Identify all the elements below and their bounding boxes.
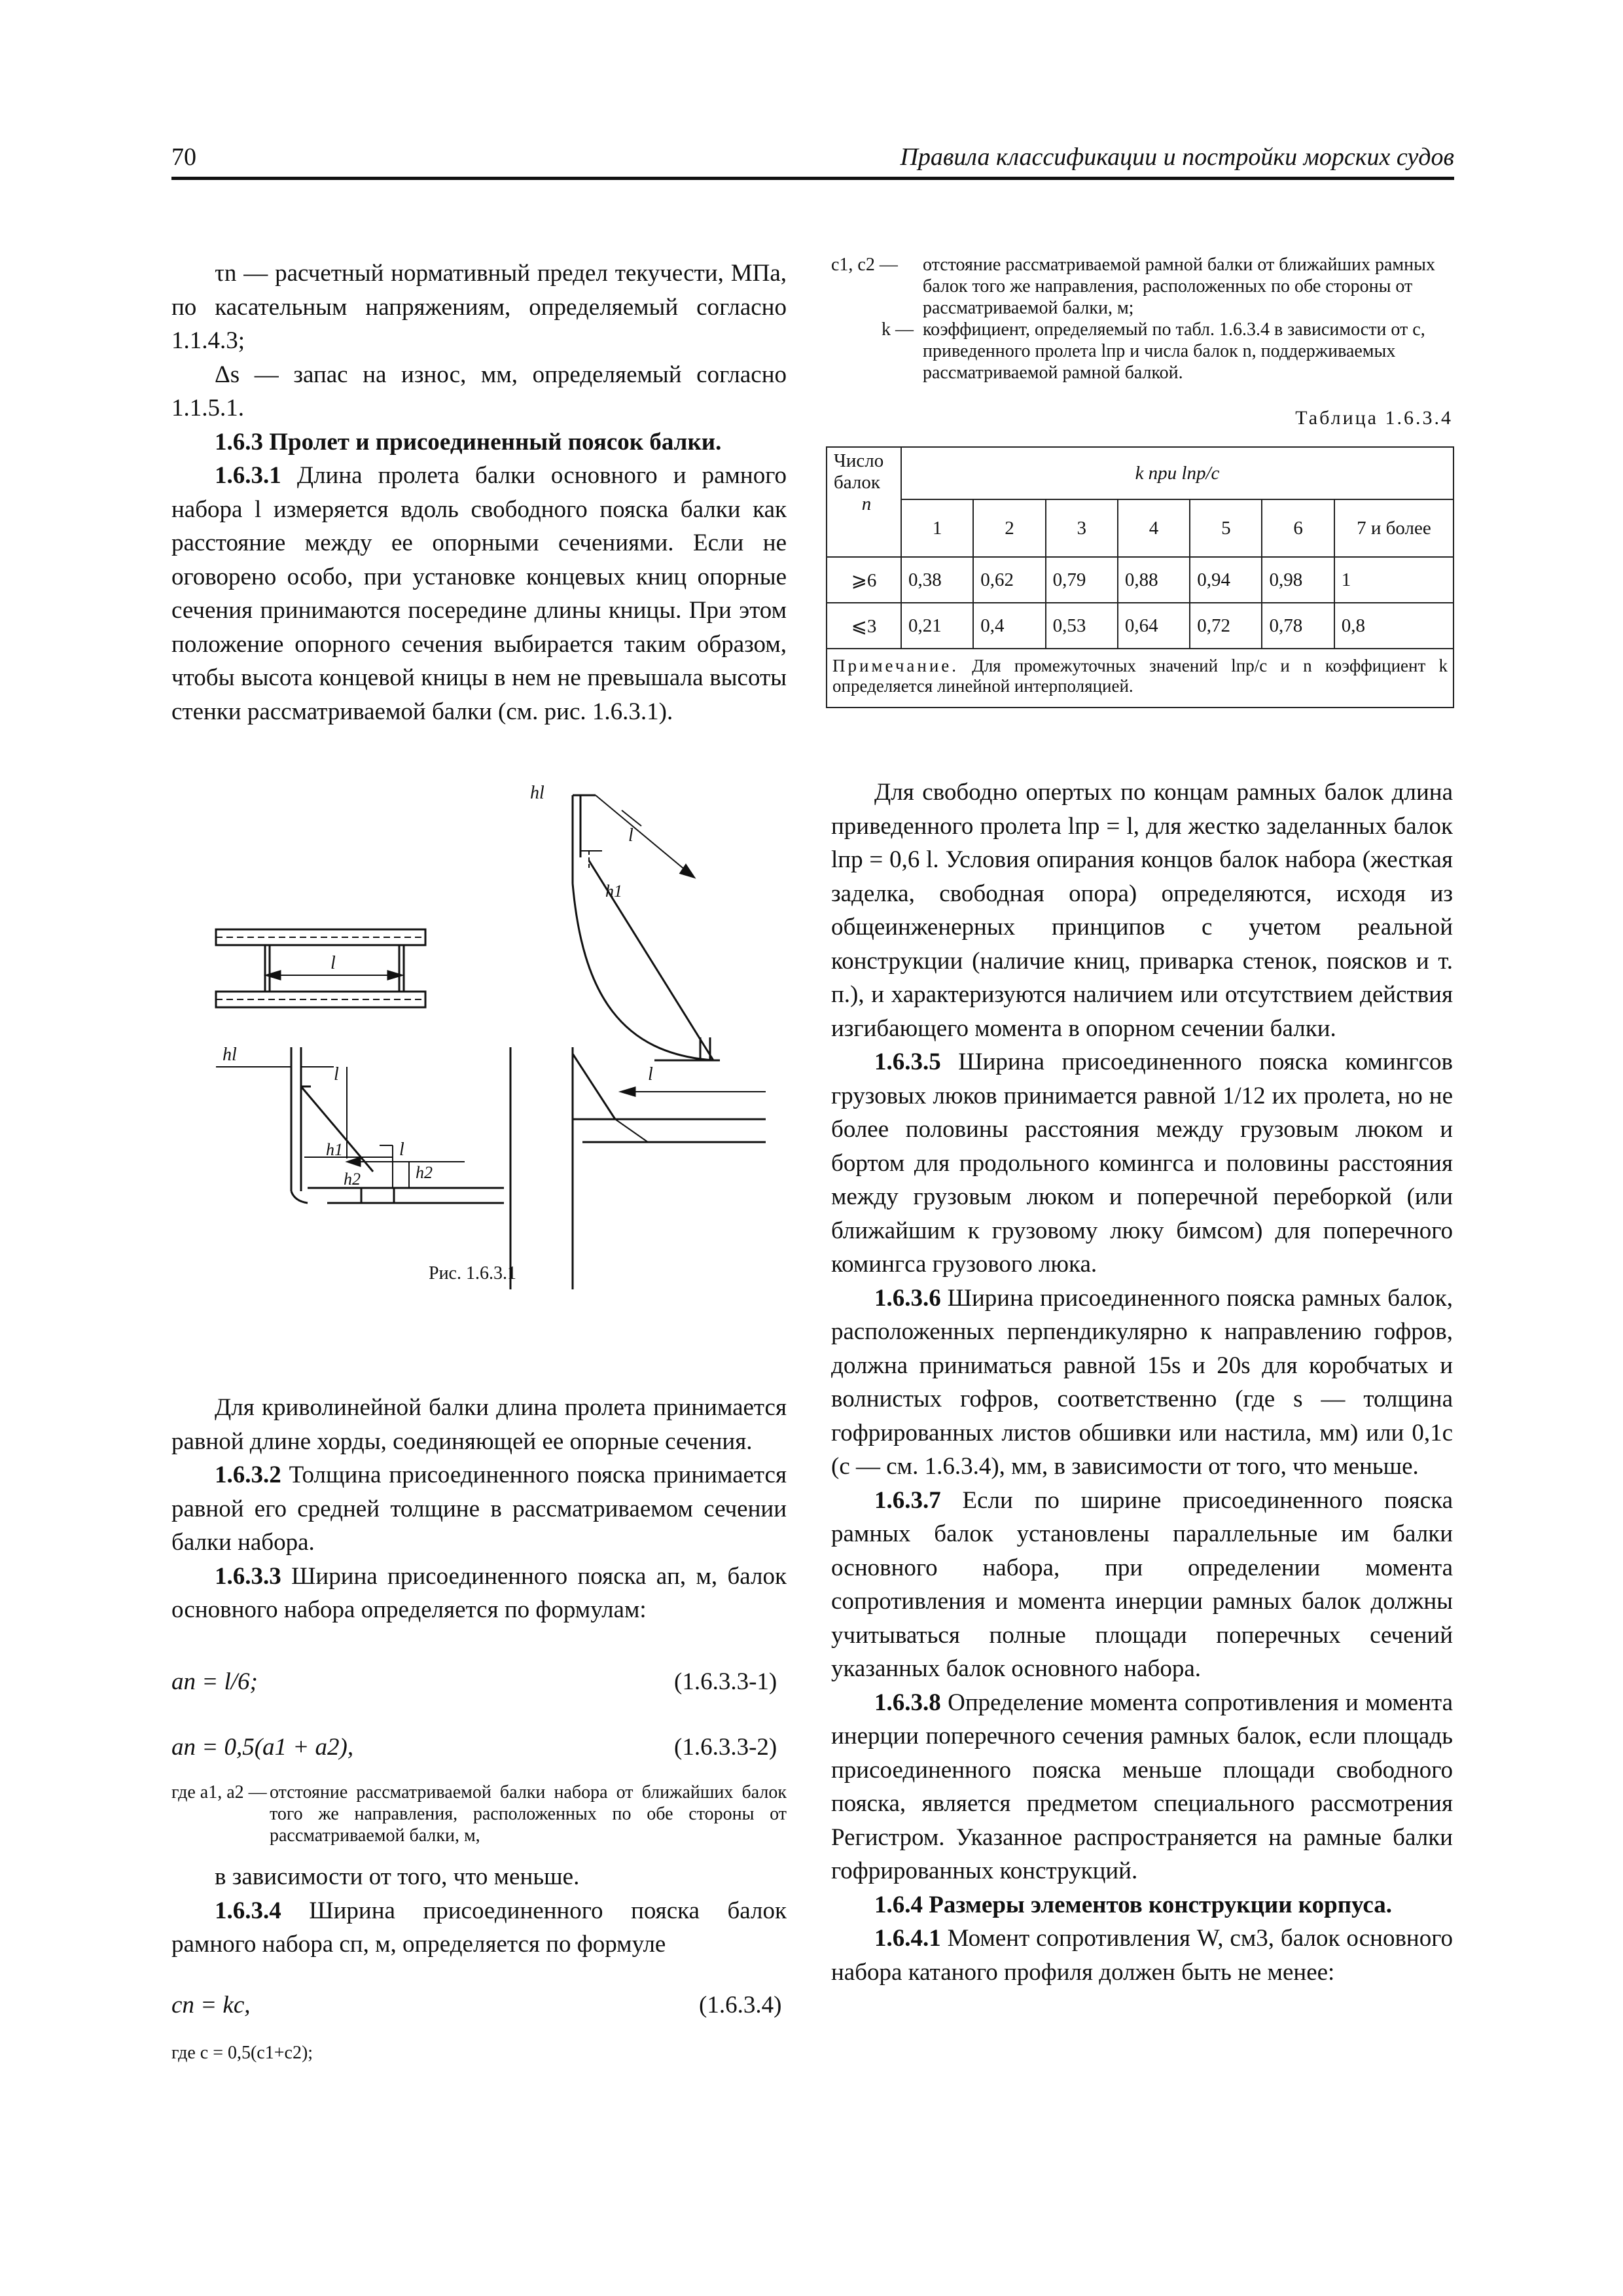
clause-number: 1.6.4.1: [874, 1925, 941, 1952]
table-cell: 0,64: [1118, 603, 1190, 649]
right-definitions: [831, 254, 1453, 384]
column-header: 7 и более: [1334, 499, 1454, 557]
figure-1-6-3-1: [196, 779, 785, 1289]
table-cell: 1: [1334, 557, 1454, 603]
curved-bracket: [573, 795, 720, 1060]
clause-text: Ширина присоединенного пояска балок рамного набора cп, м, определяется по формуле: [171, 1897, 787, 1958]
paragraph-1-6-3-6: [831, 1282, 1453, 1484]
paragraph-1-6-3-3: [171, 1560, 787, 1627]
right-column-body: [831, 776, 1453, 1989]
definition-c1-c2: [831, 254, 1453, 319]
table-cell: 0,72: [1190, 603, 1262, 649]
paragraph-1-6-3-7: [831, 1484, 1453, 1686]
row-label: ⩽3: [827, 603, 901, 649]
paragraph-1-6-4-1: [831, 1922, 1453, 1989]
clause-number: 1.6.3.6: [874, 1284, 941, 1312]
paragraph-1-6-3-2: [171, 1458, 787, 1560]
label-hl-left: hl: [223, 1045, 237, 1065]
formula-number-3: (1.6.3.4): [699, 1992, 782, 2018]
table-1-6-3-4: [826, 446, 1454, 708]
definition-term: где a1, a2 —: [171, 1782, 267, 1803]
label-l-column: l: [648, 1064, 653, 1085]
section-heading-1-6-4: 1.6.4 Размеры элементов конструкции корпуса.: [874, 1891, 1393, 1918]
clause-text: Ширина присоединенного пояска рамных балок, расположенных перпендикулярно к направлению гофров, должна приниматься равной 15s и 20s для коробчатых и волнистых гофров, соответственно (где s — толщина гофрированных листов обшивки или настила, мм) или 0,1c (c — см. 1.6.3.4), мм, в зависимости от того, что меньше.: [831, 1284, 1453, 1480]
table-cell: 0,94: [1190, 557, 1262, 603]
clause-number: 1.6.3.5: [874, 1049, 941, 1075]
k-table: [826, 446, 1454, 708]
header-count-label: Число балок: [834, 450, 884, 493]
label-h2-a: h2: [344, 1170, 361, 1189]
header-count: [827, 447, 901, 557]
column-bracket: [510, 1047, 766, 1289]
figure-caption: Рис. 1.6.3.1: [429, 1263, 516, 1283]
left-column-end: [171, 1860, 787, 1962]
definition-c: где c = 0,5(c1+c2);: [171, 2043, 313, 2063]
left-column-bottom: [171, 1391, 787, 1627]
table-cell: 0,98: [1262, 557, 1334, 603]
paragraph-less: в зависимости от того, что меньше.: [215, 1863, 580, 1890]
definition-term: k —: [882, 319, 914, 340]
table-row: [827, 557, 1454, 603]
header-n: n: [861, 493, 872, 514]
formula-number-2: (1.6.3.3-2): [674, 1734, 777, 1761]
definition-body: отстояние рассматриваемой рамной балки от ближайших рамных балок того же направления, расположенных по обе стороны от рассматриваемой балки, м;: [923, 255, 1435, 318]
label-l-beam: l: [330, 953, 336, 973]
column-header: 1: [901, 499, 973, 557]
paragraph-curved-beam: Для криволинейной балки длина пролета принимается равной длине хорды, соединяющей ее опорные сечения.: [171, 1394, 787, 1455]
label-l-horizontal: l: [399, 1139, 404, 1160]
definition-body: отстояние рассматриваемой балки набора от ближайших балок того же направления, расположенных по обе стороны от рассматриваемой балки, м,: [270, 1782, 787, 1846]
label-l-top: l: [628, 825, 633, 846]
paragraph-1-6-3-8: [831, 1686, 1453, 1888]
column-header: 2: [973, 499, 1045, 557]
clause-text: Ширина присоединенного пояска aп, м, балок основного набора определяется по формулам:: [171, 1562, 787, 1623]
running-title: Правила классификации и постройки морских судов: [900, 143, 1454, 171]
clause-number: 1.6.3.3: [215, 1562, 281, 1590]
table-row: [827, 603, 1454, 649]
table-cell: 0,21: [901, 603, 973, 649]
table-cell: 0,53: [1046, 603, 1118, 649]
section-heading-1-6-3: 1.6.3 Пролет и присоединенный поясок балки.: [215, 428, 722, 456]
label-hl-top: hl: [530, 783, 544, 803]
formula-1-6-3-3-1: aп = l/6;: [171, 1668, 258, 1695]
paragraph-1-6-3-4: [171, 1894, 787, 1962]
table-cell: 0,38: [901, 557, 973, 603]
clause-number: 1.6.3.4: [215, 1897, 281, 1924]
clause-text: Определение момента сопротивления и момента инерции поперечного сечения рамных балок, если площадь присоединенного пояска меньше площади свободного пояска, является предметом специального рассмотрения Регистром. Указанное распространяется на рамные балки гофрированных конструкций.: [831, 1689, 1453, 1884]
table-cell: 0,88: [1118, 557, 1190, 603]
table-cell: 0,62: [973, 557, 1045, 603]
column-header: 4: [1118, 499, 1190, 557]
paragraph-1-6-3-1: [171, 459, 787, 728]
header-columns: [827, 499, 1454, 557]
header-k: k при lпр/c: [901, 447, 1454, 499]
clause-text: Момент сопротивления W, см3, балок основного набора катаного профиля должен быть не менее:: [831, 1925, 1453, 1986]
clause-text: Ширина присоединенного пояска комингсов грузовых люков принимается равной 1/12 их пролета, но не более половины расстояния между грузовым люком и бортом для продольного комингса и половины расстояния между грузовым люком и поперечной переборкой (или ближайшим к грузовому люку бимсом) для поперечного комингса грузового люка.: [831, 1049, 1453, 1278]
figure-drawing: [196, 779, 785, 1289]
paragraph-ds: Δs — запас на износ, мм, определяемый согласно 1.1.5.1.: [171, 361, 787, 422]
row-label: ⩾6: [827, 557, 901, 603]
clause-number: 1.6.3.2: [215, 1462, 281, 1488]
table-note: [827, 649, 1454, 708]
clause-text: Толщина присоединенного пояска принимается равной его средней толщине в рассматриваемом сечении балки набора.: [171, 1462, 787, 1556]
clause-number: 1.6.3.8: [874, 1689, 941, 1716]
table-cell: 0,78: [1262, 603, 1334, 649]
note-label: Примечание.: [832, 656, 959, 675]
label-h1-knee: h1: [326, 1140, 343, 1159]
label-h2-b: h2: [416, 1163, 433, 1182]
label-l-knee: l: [334, 1064, 339, 1085]
clause-number: 1.6.3.7: [874, 1486, 941, 1514]
definition-term: c1, c2 —: [831, 255, 898, 275]
clause-text: Если по ширине присоединенного пояска рамных балок установлены параллельные им балки основного набора, при определении момента сопротивления и момента инерции рамных балок должны учитываться полные площади поперечных сечений указанных балок основного набора.: [831, 1486, 1453, 1682]
definition-k: [831, 319, 1453, 384]
clause-number: 1.6.3.1: [215, 462, 281, 489]
paragraph-1-6-3-5: [831, 1045, 1453, 1282]
beam-elevation: [216, 929, 425, 1007]
table-cell: 0,4: [973, 603, 1045, 649]
definition-a: [171, 1782, 787, 1846]
table-cell: 0,8: [1334, 603, 1454, 649]
column-header: 5: [1190, 499, 1262, 557]
formula-1-6-3-4: cп = kc,: [171, 1992, 251, 2018]
clause-text: Длина пролета балки основного и рамного набора l измеряется вдоль свободного пояска балки как расстояние между ее опорными сечениями. Если не оговорено особо, при установке концевых книц опорные сечения принимаются посередине длины кницы. При этом положение опорного сечения выбирается таким образом, чтобы высота концевой кницы в нем не превышала высоты стенки рассматриваемой балки (см. рис. 1.6.3.1).: [171, 462, 787, 725]
label-h1-top: h1: [605, 882, 622, 901]
column-header: 6: [1262, 499, 1334, 557]
formula-number-1: (1.6.3.3-1): [674, 1668, 777, 1695]
column-header: 3: [1046, 499, 1118, 557]
header-rule: [171, 177, 1454, 180]
left-column-top: [171, 257, 787, 728]
definition-body: коэффициент, определяемый по табл. 1.6.3.4 в зависимости от c, приведенного пролета lпр и числа балок n, поддерживаемых рассматриваемой рамной балкой.: [923, 319, 1425, 383]
page-number: 70: [171, 143, 196, 171]
formula-1-6-3-3-2: aп = 0,5(a1 + a2),: [171, 1734, 354, 1761]
table-cell: 0,79: [1046, 557, 1118, 603]
paragraph-tau: τn — расчетный нормативный предел текучести, МПа, по касательным напряжениям, определяемый согласно 1.1.4.3;: [171, 260, 787, 354]
table-title: Таблица 1.6.3.4: [1295, 407, 1453, 429]
paragraph-supported-beams: Для свободно опертых по концам рамных балок длина приведенного пролета lпр = l, для жестко заделанных балок lпр = 0,6 l. Условия опирания концов балок набора (жесткая заделка, свободная опора) определяются, исходя из общеинженерных принципов с учетом реальной конструкции (наличие книц, приварка стенок, поясков и т. п.), и характеризуются наличием или отсутствием действия изгибающего момента в опорном сечении балки.: [831, 779, 1453, 1042]
note-text: Для промежуточных значений lпр/c и n коэффициент k определяется линейной интерполяцией.: [832, 656, 1448, 696]
